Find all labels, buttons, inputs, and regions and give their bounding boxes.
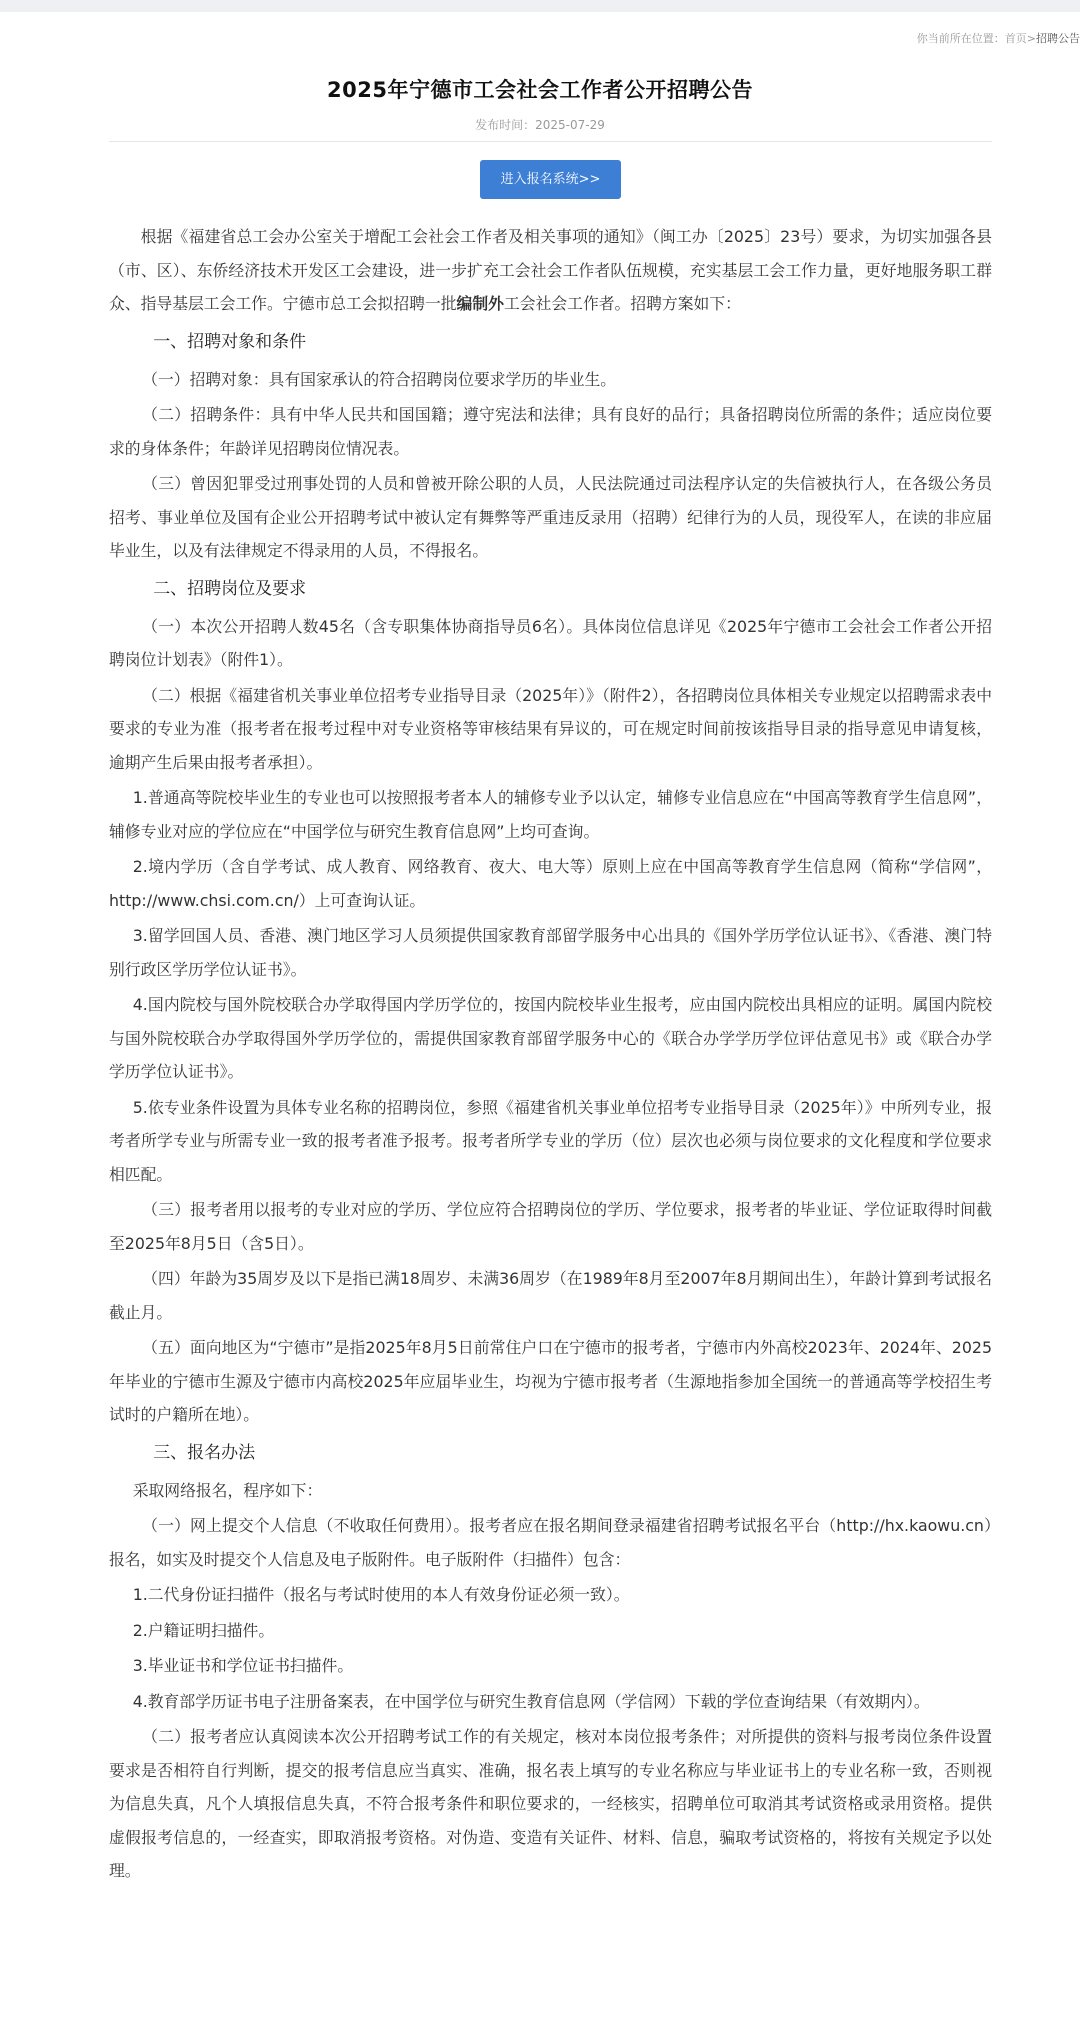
publish-date	[0, 116, 1080, 133]
intro-text-bold: 编制外	[456, 294, 504, 313]
paragraph: （三）曾因犯罪受过刑事处罚的人员和曾被开除公职的人员，人民法院通过司法程序认定的失信被执行人，在各级公务员招考、事业单位及国有企业公开招聘考试中被认定有舞弊等严重违反录用（招聘）纪律行为的人员，现役军人，在读的非应届毕业生，以及有法律规定不得录用的人员，不得报名。	[109, 474, 992, 560]
list-item: 5.依专业条件设置为具体专业名称的招聘岗位，参照《福建省机关事业单位招考专业指导目录（2025年）》中所列专业，报考者所学专业与所需专业一致的报考者准予报考。报考者所学专业的学历（位）层次也必须与岗位要求的文化程度和学位要求相匹配。	[109, 1097, 992, 1184]
list-item: 3.毕业证书和学位证书扫描件。	[132, 1656, 354, 1675]
list-item: 4.国内院校与国外院校联合办学取得国内学历学位的，按国内院校毕业生报考，应由国内院校出具相应的证明。属国内院校与国外院校联合办学取得国外学历学位的，需提供国家教育部留学服务中心的《联合办学学历学位评估意见书》或《联合办学学历学位认证书》。	[109, 995, 992, 1081]
intro-text-post: 工会社会工作者。招聘方案如下：	[503, 294, 741, 313]
paragraph: （二）根据《福建省机关事业单位招考专业指导目录（2025年）》（附件2），各招聘岗位具体相关专业规定以招聘需求表中要求的专业为准（报考者在报考过程中对专业资格等审核结果有异议的，可在规定时间前按该指导目录的指导意见申请复核，逾期产生后果由报考者承担）。	[109, 685, 992, 772]
paragraph: （二）招聘条件：具有中华人民共和国国籍；遵守宪法和法律；具有良好的品行；具备招聘岗位所需的条件；适应岗位要求的身体条件；年龄详见招聘岗位情况表。	[109, 405, 992, 458]
breadcrumb	[917, 30, 1080, 46]
paragraph: （二）报考者应认真阅读本次公开招聘考试工作的有关规定，核对本岗位报考条件；对所提供的资料与报考岗位条件设置要求是否相符自行判断，提交的报考信息应当真实、准确，报名表上填写的专业名称应与毕业证书上的专业名称一致，否则视为信息失真，凡个人填报信息失真，不符合报考条件和职位要求的，一经核实，招聘单位可取消其考试资格或录用资格。提供虚假报考信息的，一经查实，即取消报考资格。对伪造、变造有关证件、材料、信息，骗取考试资格的，将按有关规定予以处理。	[109, 1727, 992, 1880]
list-item: 3.留学回国人员、香港、澳门地区学习人员须提供国家教育部留学服务中心出具的《国外学历学位认证书》、《香港、澳门特别行政区学历学位认证书》。	[109, 926, 992, 979]
publish-label: 发布时间：	[475, 118, 536, 132]
section-heading-2: 二、招聘岗位及要求	[153, 578, 307, 599]
intro-text-pre: 根据《福建省总工会办公室关于增配工会社会工作者及相关事项的通知》（闽工办〔2025〕23号）要求，为切实加强各县（市、区）、东侨经济技术开发区工会建设，进一步扩充工会社会工作者队伍规模，充实基层工会工作力量，更好地服务职工群众、指导基层工会工作。宁德市总工会拟招聘一批	[109, 227, 992, 313]
breadcrumb-home-link[interactable]: 首页	[1004, 32, 1027, 45]
list-item: 4.教育部学历证书电子注册备案表，在中国学位与研究生教育信息网（学信网）下载的学位查询结果（有效期内）。	[132, 1691, 930, 1711]
breadcrumb-current[interactable]: 招聘公告	[1036, 32, 1080, 45]
publish-date-value: 2025-07-29	[535, 118, 605, 132]
title-divider	[109, 141, 992, 142]
paragraph: （一）本次公开招聘人数45名（含专职集体协商指导员6名）。具体岗位信息详见《2025年宁德市工会社会工作者公开招聘岗位计划表》（附件1）。	[109, 616, 992, 669]
paragraph: （四）年龄为35周岁及以下是指已满18周岁、未满36周岁（在1989年8月至2007年8月期间出生），年龄计算到考试报名截止月。	[109, 1269, 992, 1322]
list-item: 1.二代身份证扫描件（报名与考试时使用的本人有效身份证必须一致）。	[132, 1585, 630, 1604]
intro-paragraph	[109, 220, 992, 321]
paragraph: 采取网络报名，程序如下：	[132, 1480, 323, 1500]
list-item: 2.境内学历（含自学考试、成人教育、网络教育、夜大、电大等）原则上应在中国高等教育学生信息网（简称“学信网”，http://www.chsi.com.cn/）上可查询认证。	[109, 857, 992, 910]
breadcrumb-prefix: 你当前所在位置：	[916, 32, 1005, 45]
paragraph: （三）报考者用以报考的专业对应的学历、学位应符合招聘岗位的学历、学位要求，报考者的毕业证、学位证取得时间截至2025年8月5日（含5日）。	[109, 1200, 992, 1253]
list-item: 2.户籍证明扫描件。	[132, 1620, 275, 1640]
breadcrumb-separator: >	[1026, 32, 1036, 45]
article-title: 2025年宁德市工会社会工作者公开招聘公告	[327, 78, 753, 102]
section-heading-1: 一、招聘对象和条件	[153, 331, 307, 352]
paragraph: （一）网上提交个人信息（不收取任何费用）。报考者应在报名期间登录福建省招聘考试报名平台（http://hx.kaowu.cn）报名，如实及时提交个人信息及电子版附件。电子版附件（扫描件）包含：	[109, 1516, 992, 1569]
paragraph: （一）招聘对象：具有国家承认的符合招聘岗位要求学历的毕业生。	[142, 369, 617, 389]
register-system-button[interactable]: 进入报名系统>>	[480, 160, 621, 199]
paragraph: （五）面向地区为“宁德市”是指2025年8月5日前常住户口在宁德市的报考者，宁德市内外高校2023年、2024年、2025年毕业的宁德市生源及宁德市内高校2025年应届毕业生，均视为宁德市报考者（生源地指参加全国统一的普通高等学校招生考试时的户籍所在地）。	[109, 1338, 992, 1424]
article-body	[109, 220, 992, 1888]
top-bar	[0, 0, 1080, 12]
section-heading-3: 三、报名办法	[153, 1442, 256, 1463]
list-item: 1.普通高等院校毕业生的专业也可以按照报考者本人的辅修专业予以认定，辅修专业信息应在“中国高等教育学生信息网”，辅修专业对应的学位应在“中国学位与研究生教育信息网”上均可查询。	[109, 788, 992, 841]
